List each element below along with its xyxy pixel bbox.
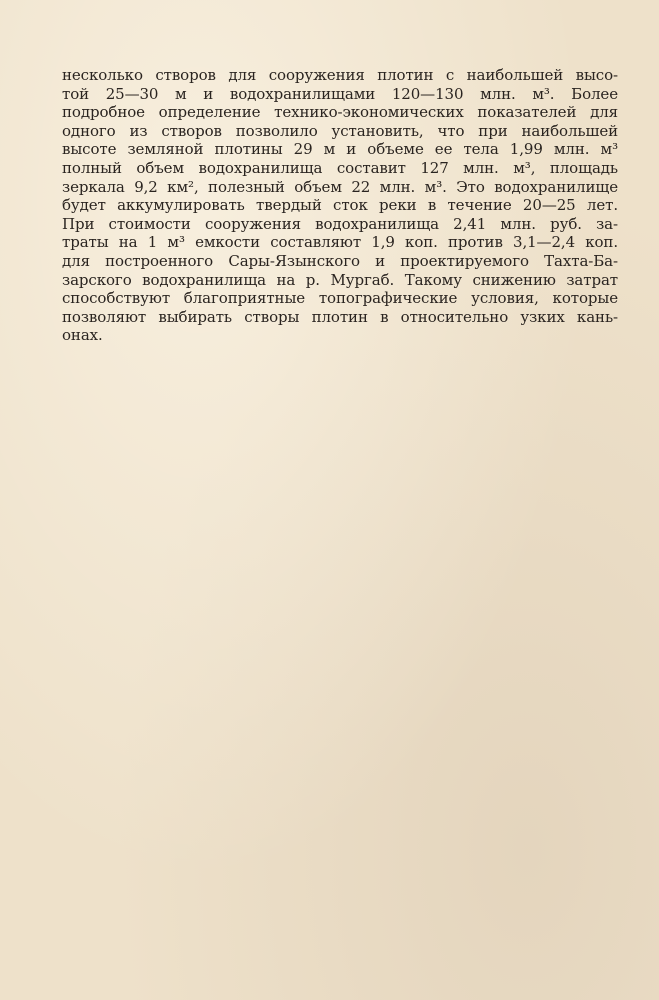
- paragraph-line: способствуют благоприятные топографические условия, которые: [62, 289, 618, 308]
- paragraph-line: позволяют выбирать створы плотин в относительно узких кань-: [62, 307, 618, 326]
- paragraph-line: той 25—30 м и водохранилищами 120—130 млн. м³. Более: [62, 84, 618, 103]
- paragraph-line: несколько створов для сооружения плотин с наибольшей высо-: [62, 66, 618, 84]
- paragraph-line: зеркала 9,2 км², полезный объем 22 млн. м³. Это водохранилище: [62, 177, 618, 196]
- paragraph-line: высоте земляной плотины 29 м и объеме ее тела 1,99 млн. м³: [62, 140, 618, 159]
- paragraph-line: одного из створов позволило установить, что при наибольшей: [62, 121, 618, 140]
- paragraph-line: зарского водохранилища на р. Мургаб. Такому снижению затрат: [62, 270, 618, 289]
- paragraph-line: полный объем водохранилища составит 127 млн. м³, площадь: [62, 158, 618, 177]
- paragraph-line: При стоимости сооружения водохранилища 2,41 млн. руб. за-: [62, 214, 618, 233]
- paragraph-line: для построенного Сары-Язынского и проектируемого Тахта-Ба-: [62, 251, 618, 270]
- paragraph-line: траты на 1 м³ емкости составляют 1,9 коп. против 3,1—2,4 коп.: [62, 233, 618, 252]
- paragraph-line: подробное определение технико-экономических показателей для: [62, 103, 618, 122]
- paragraph-line: онах.: [62, 326, 103, 345]
- body-paragraph: [62, 66, 618, 345]
- paragraph-line: будет аккумулировать твердый сток реки в течение 20—25 лет.: [62, 196, 618, 215]
